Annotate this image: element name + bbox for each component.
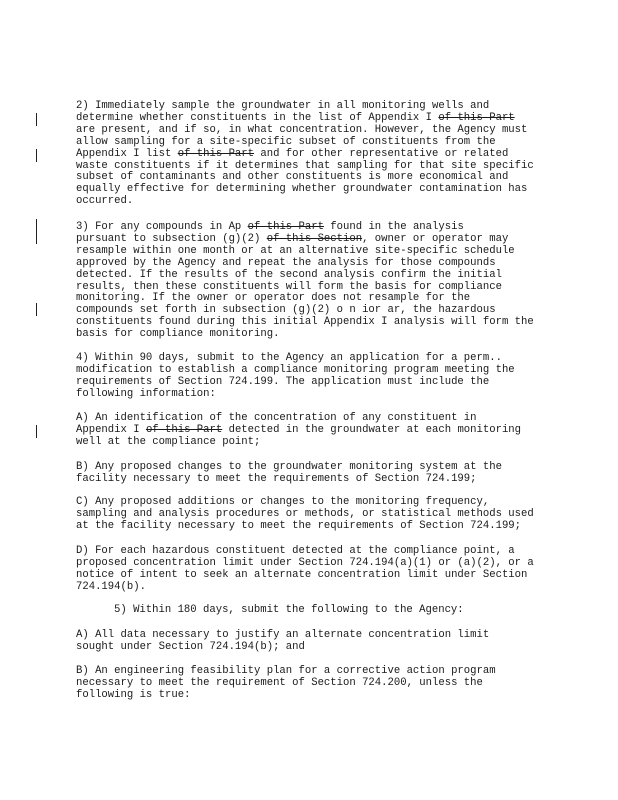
paragraph-4 <box>76 353 546 401</box>
text-line: sought under Section 724.194(b); and <box>76 640 305 653</box>
text-line: compounds set forth in subsection (g)(2) o n ior ar, the hazardous <box>76 304 496 317</box>
text-line: 2) Immediately sample the groundwater in all monitoring wells and <box>76 100 490 112</box>
text-line: detected. If the results of the second analysis confirm the initial <box>76 268 502 281</box>
text-line: D) For each hazardous constituent detected at the compliance point, a <box>76 545 515 557</box>
text-line: A) All data necessary to justify an alternate concentration limit <box>76 629 490 641</box>
paragraph-5a <box>76 630 546 654</box>
text-line: Appendix I of this Part detected in the groundwater at each monitoring <box>76 423 522 436</box>
text-line: determine whether constituents in the list of Appendix I of this Part <box>76 111 515 124</box>
paragraph-3 <box>76 222 546 341</box>
paragraph-5b <box>76 666 546 702</box>
text-line: 3) For any compounds in Ap of this Part found in the analysis <box>76 221 464 233</box>
revision-bar <box>36 149 37 162</box>
text-line: monitoring. If the owner or operator does not resample for the <box>76 292 471 305</box>
text-line: occurred. <box>76 195 134 208</box>
text-line: modification to establish a compliance monitoring program meeting the <box>76 363 515 376</box>
paragraph-4c <box>76 497 546 533</box>
text-line: results, then these constituents will form the basis for compliance <box>76 280 502 293</box>
text-line: following information: <box>76 387 216 400</box>
text-line: allow sampling for a site-specific subset of constituents from the <box>76 135 496 148</box>
text-line: facility necessary to meet the requirements of Section 724.199; <box>76 472 477 485</box>
text-line: basis for compliance monitoring. <box>76 328 280 341</box>
text-line: A) An identification of the concentration of any constituent in <box>76 412 477 424</box>
text-line: 4) Within 90 days, submit to the Agency an application for a perm.. <box>76 352 502 364</box>
text-line: subset of contaminants and other constituents is more economical and <box>76 171 509 184</box>
paragraph-4b <box>76 462 546 486</box>
text-line: at the facility necessary to meet the requirements of Section 724.199; <box>76 519 522 532</box>
text-line: necessary to meet the requirement of Section 724.200, unless the <box>76 676 483 689</box>
text-line: notice of intent to seek an alternate concentration limit under Section <box>76 568 528 581</box>
paragraph-4a <box>76 413 546 449</box>
text-line: Appendix I list of this Part and for other representative or related <box>76 147 509 160</box>
text-line: well at the compliance point; <box>76 435 261 448</box>
revision-bar <box>36 425 37 438</box>
text-line: requirements of Section 724.199. The application must include the <box>76 375 490 388</box>
text-line: 724.194(b). <box>76 580 146 593</box>
text-line: waste constituents if it determines that sampling for that site specific <box>76 159 534 172</box>
paragraph-5 <box>76 605 584 617</box>
text-line: C) Any proposed additions or changes to the monitoring frequency, <box>76 496 490 508</box>
text-line: equally effective for determining whether groundwater contamination has <box>76 183 528 196</box>
text-line: following is true: <box>76 688 191 701</box>
text-line: approved by the Agency and repeat the analysis for those compounds <box>76 256 496 269</box>
revision-bar <box>36 113 37 126</box>
text-line: resample within one month or at an alternative site-specific schedule <box>76 244 515 257</box>
text-line: B) Any proposed changes to the groundwater monitoring system at the <box>76 461 502 473</box>
text-line: sampling and analysis procedures or methods, or statistical methods used <box>76 507 534 520</box>
text-line: are present, and if so, in what concentration. However, the Agency must <box>76 123 528 136</box>
revision-bar <box>36 303 37 316</box>
text-line: constituents found during this initial Appendix I analysis will form the <box>76 316 534 329</box>
paragraph-2 <box>76 101 546 208</box>
text-line: 5) Within 180 days, submit the following to the Agency: <box>114 604 464 616</box>
revision-bar <box>36 219 37 244</box>
text-line: pursuant to subsection (g)(2) of this Section, owner or operator may <box>76 232 509 245</box>
text-line: B) An engineering feasibility plan for a corrective action program <box>76 665 496 677</box>
paragraph-4d <box>76 546 546 594</box>
text-line: proposed concentration limit under Section 724.194(a)(1) or (a)(2), or a <box>76 556 534 569</box>
